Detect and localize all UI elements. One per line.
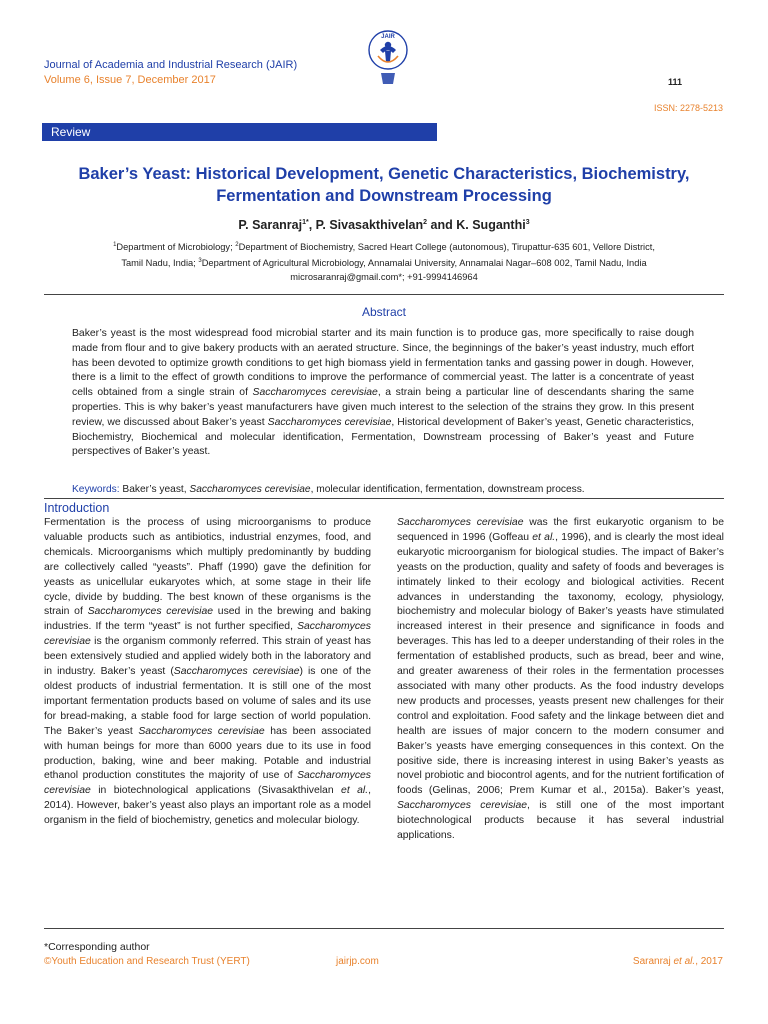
divider <box>44 928 724 929</box>
abstract-heading: Abstract <box>361 305 406 319</box>
journal-logo-icon <box>364 28 412 90</box>
paper-title-line2: Fermentation and Downstream Processing <box>216 187 552 205</box>
paper-title <box>40 163 728 207</box>
author-3-sup: 3 <box>525 218 530 226</box>
journal-title: Journal of Academia and Industrial Research (JAIR) <box>44 59 298 71</box>
keywords: Keywords: Baker’s yeast, Saccharomyces cerevisiae, molecular identification, fermentation, downstream process. <box>72 484 585 495</box>
author-2-sup: 2 <box>423 218 428 226</box>
paper-title-line1: Baker’s Yeast: Historical Development, Genetic Characteristics, Biochemistry, <box>78 165 690 183</box>
author-1-sup: 1* <box>302 218 309 226</box>
affiliation-line-2: Tamil Nadu, India; $^3$Department of Agricultural Microbiology, Annamalai University, Annamalai Nagar–608 002, Tamil Nadu, India <box>121 258 647 269</box>
section-label: Review <box>51 125 91 139</box>
divider <box>44 294 724 295</box>
abstract-text: Baker’s yeast is the most widespread food microbial starter and its main function is to produce gas, more specifically to raise dough made from flour and to give bakery products with an aerated structure. Since, the beginnings of the baker’s yeast industry, much effort has been devoted to optimize growth conditions to get high biomass yield in fermentation tanks and gassing power in dough. However, there is a limit to the effect of growth conditions to improve the performance of commercial yeast. The latter is a concentrate of yeast cells obtained from a single strain of Saccharomyces cerevisiae, a strain being a particular line of descendants sharing the same properties. This is why baker’s yeast manufacturers have given much interest to the selection of the strains they grow. In this present review, we discussed about Baker’s yeast Saccharomyces cerevisiae, Historical development of Baker’s yeast, Genetic characteristics, Biochemistry, Biochemical and molecular identification, Fermentation, Downstream processing of Baker’s yeast and Future perspectives of Baker’s yeast. <box>72 328 694 458</box>
author-1: P. Saranraj <box>238 218 303 232</box>
divider <box>44 498 724 499</box>
author-2: P. Sivasakthivelan <box>315 218 424 232</box>
section-label-bar <box>42 123 437 141</box>
page-number: 111 <box>668 77 683 87</box>
keywords-label: Keywords: <box>72 484 120 495</box>
affiliations <box>60 238 708 284</box>
journal-volume: Volume 6, Issue 7, December 2017 <box>44 74 216 86</box>
contact-email: microsaranraj@gmail.com*; +91-9994146964 <box>290 272 478 283</box>
introduction-right-column: Saccharomyces cerevisiae was the first eukaryotic organism to be sequenced in 1996 (Goffeau et al., 1996), and is clearly the most ideal eukaryotic microorganism for biological studies. The impact of Baker’s yeasts on the production, quality and safety of foods and beverages is intimately linked to their ecology and biological activities. Recent advances in understanding the taxonomy, ecology, physiology, biochemistry and molecular biology of Baker’s yeasts have stimulated increased interest in their presence and significance in foods and beverages. This has led to a deeper understanding of their roles in the fermentation of established products, such as bread, beer and wine, and greater awareness of their roles in the fermentation processes associated with many other products. As the food industry develops new products and processes, yeasts present new challenges for their control and exploitation. Food safety and the linkage between diet and health are issues of major concern to the modern consumer and Baker’s yeasts have emerging consequences in this context. On the positive side, there is increasing interest in using Baker’s yeasts as novel probiotic and biocontrol agents, and for the nutrient fortification of foods (Gelinas, 2006; Prem Kumar et al., 2015a). Baker’s yeast, Saccharomyces cerevisiae, is still one of the most important biotechnological products because it has several industrial applications. <box>397 517 724 842</box>
issn: ISSN: 2278-5213 <box>653 103 723 113</box>
footer-website-link[interactable]: jairjp.com <box>336 956 379 967</box>
footer-citation: Saranraj et al., 2017 <box>632 956 723 967</box>
footer-copyright: ©Youth Education and Research Trust (YERT) <box>44 956 250 967</box>
author-3: and K. Suganthi <box>430 218 526 232</box>
author-list: P. Saranraj$^{1*}$, P. Sivasakthivelan$^2$ and K. Suganthi$^3$ <box>238 218 530 232</box>
affiliation-line-1: $^1$Department of Microbiology; $^2$Department of Biochemistry, Sacred Heart College (autonomous), Tirupattur-635 601, Vellore District, <box>113 242 655 253</box>
introduction-heading: Introduction <box>44 501 110 515</box>
logo-text: JAIR <box>381 34 395 40</box>
corresponding-author-note: *Corresponding author <box>44 941 150 953</box>
introduction-left-column: Fermentation is the process of using microorganisms to produce valuable products such as antibiotics, industrial enzymes, food, and chemicals. Microorganisms which multiply predominantly by budding are collectively called “yeasts”. Phaff (1990) gave the definition for yeasts as unicellular eukaryotes which, at some stage in their life cycle, divide by budding. The best known of these organisms is the strain of Saccharomyces cerevisiae used in the brewing and baking industries. If the term “yeast” is not further specified, Saccharomyces cerevisiae is the organism commonly referred. This strain of yeast has been extensively studied and applied widely both in the laboratory and in industry. Baker’s yeast (Saccharomyces cerevisiae) is one of the oldest products of industrial fermentation. It is still one of the most important fermentation products based on volume of sales and its use for bread-making, a stable food for large section of world population. The Baker’s yeast Saccharomyces cerevisiae has been associated with human beings for more than 6000 years due to its use in food production, baking, wine and beer making. Potable and industrial ethanol production constitutes the majority of use of Saccharomyces cerevisiae in biotechnological applications (Sivasakthivelan et al., 2014). However, baker’s yeast also plays an important role as a model organism in the field of biochemistry, genetics and molecular biology. <box>44 517 372 827</box>
